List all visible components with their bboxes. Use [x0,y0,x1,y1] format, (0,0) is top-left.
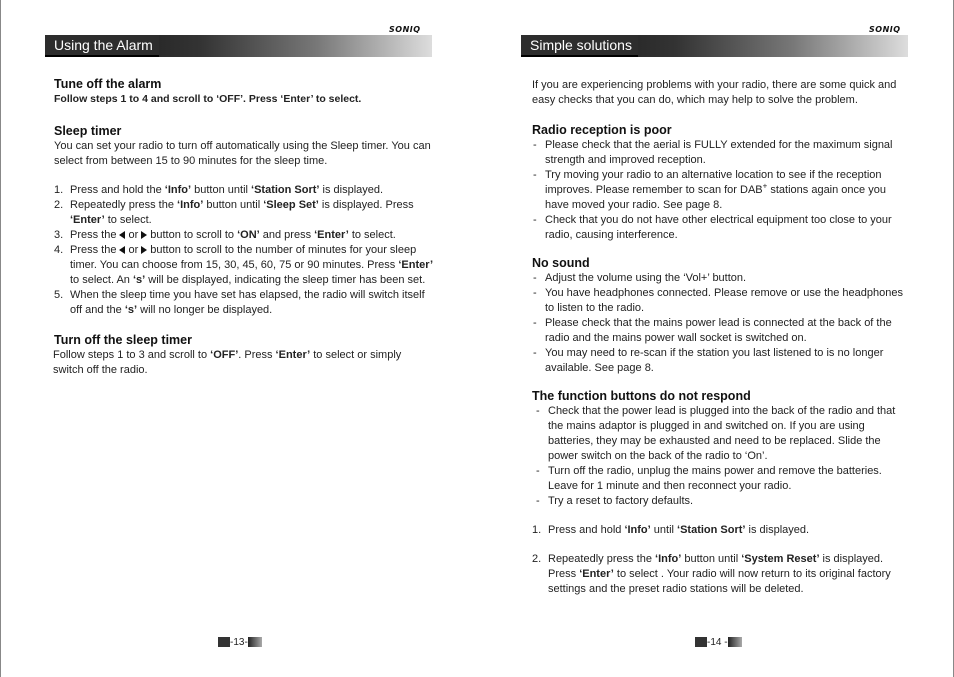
left-arrow-icon [119,246,125,254]
reception-tips [532,138,912,243]
heading-buttons-not-respond: The function buttons do not respond [532,389,751,403]
alarm-off-instruction: Follow steps 1 to 4 and scroll to ‘OFF’. Press ‘Enter’ to select. [54,93,362,105]
page-content [54,76,434,378]
step-item: 3. Press the or button to scroll to ‘ON’ and press ‘Enter’ to select. [54,229,396,241]
step-item: 1. Press and hold the ‘Info’ button until ‘Station Sort’ is displayed. [54,184,384,196]
list-item: - You have headphones connected. Please remove or use the headphones to listen to the radio. [532,286,912,316]
list-item: - Please check that the aerial is FULLY extended for the maximum signal strength and improved reception. [532,138,912,168]
right-arrow-icon [141,246,147,254]
list-item: - Try moving your radio to an alternative location to see if the reception improves. Please remember to scan for DAB+ stations again once you have moved your radio. See page 8. [532,168,912,213]
right-arrow-icon [141,231,147,239]
step-item: 5. When the sleep time you have set has elapsed, the radio will switch itself off and the ‘s’ will no longer be displayed. [54,289,425,316]
page-number: -13- [218,637,262,648]
brand-logo: SONIQ [869,25,901,34]
folio-block-icon [695,637,707,647]
section-header-title: Using the Alarm [45,35,159,57]
page-number: -14 - [695,637,742,648]
heading-turn-off-sleep-timer: Turn off the sleep timer [54,333,192,347]
page-14 [521,0,951,677]
list-item: - Check that the power lead is plugged into the back of the radio and that the mains adaptor is plugged in and switched on. If you are using batteries, they may be exhausted and need to be replaced. Slide the power switch on the back of the radio to ‘On’. [535,404,912,464]
list-item: - Try a reset to factory defaults. [535,494,912,509]
step-item: 4. Press the or button to scroll to the number of minutes for your sleep timer. You can choose from 15, 30, 45, 60, 75 or 90 minutes. Press ‘Enter’ to select. An ‘s’ will be displayed, indicating the sleep timer has been set. [54,244,433,286]
reset-steps [532,523,912,597]
folio-gradient-icon [248,637,262,647]
section-header-bar [45,35,432,57]
folio-block-icon [218,637,230,647]
page-edge-left [0,0,1,677]
list-item: - Adjust the volume using the ‘Vol+’ button. [532,271,912,286]
list-item: - Turn off the radio, unplug the mains power and remove the batteries. Leave for 1 minute and then reconnect your radio. [535,464,912,494]
heading-tune-off-alarm: Tune off the alarm [54,77,162,91]
left-arrow-icon [119,231,125,239]
troubleshooting-intro: If you are experiencing problems with your radio, there are some quick and easy checks that you can do, which may help to solve the problem. [532,79,897,106]
sleep-timer-steps [54,183,434,318]
step-item: 2. Repeatedly press the ‘Info’ button until ‘System Reset’ is displayed. Press ‘Enter’ to select . Your radio will now return to its original factory settings and the preset radio stations will be deleted. [532,553,891,595]
sleep-timer-off-instruction: Follow steps 1 to 3 and scroll to ‘OFF’. Press ‘Enter’ to select or simply switch off the radio. [53,349,402,376]
heading-no-sound: No sound [532,256,590,270]
page-content [532,78,912,597]
sound-tips [532,271,912,376]
step-item: 1. Press and hold ‘Info’ until ‘Station Sort’ is displayed. [532,524,810,536]
brand-logo: SONIQ [389,25,421,34]
button-tips [532,404,912,509]
step-item: 2. Repeatedly press the ‘Info’ button until ‘Sleep Set’ is displayed. Press ‘Enter’ to select. [54,199,414,226]
section-header-title: Simple solutions [521,35,638,57]
sleep-timer-intro: You can set your radio to turn off automatically using the Sleep timer. You can select from between 15 to 90 minutes for the sleep time. [54,140,431,167]
list-item: - Check that you do not have other electrical equipment too close to your radio, causing interference. [532,213,912,243]
list-item: - You may need to re-scan if the station you last listened to is no longer available. See page 8. [532,346,912,376]
section-header-bar [521,35,908,57]
heading-reception-poor: Radio reception is poor [532,123,672,137]
heading-sleep-timer: Sleep timer [54,124,122,138]
folio-gradient-icon [728,637,742,647]
page-13 [45,0,475,677]
list-item: - Please check that the mains power lead is connected at the back of the radio and the mains power wall socket is switched on. [532,316,912,346]
